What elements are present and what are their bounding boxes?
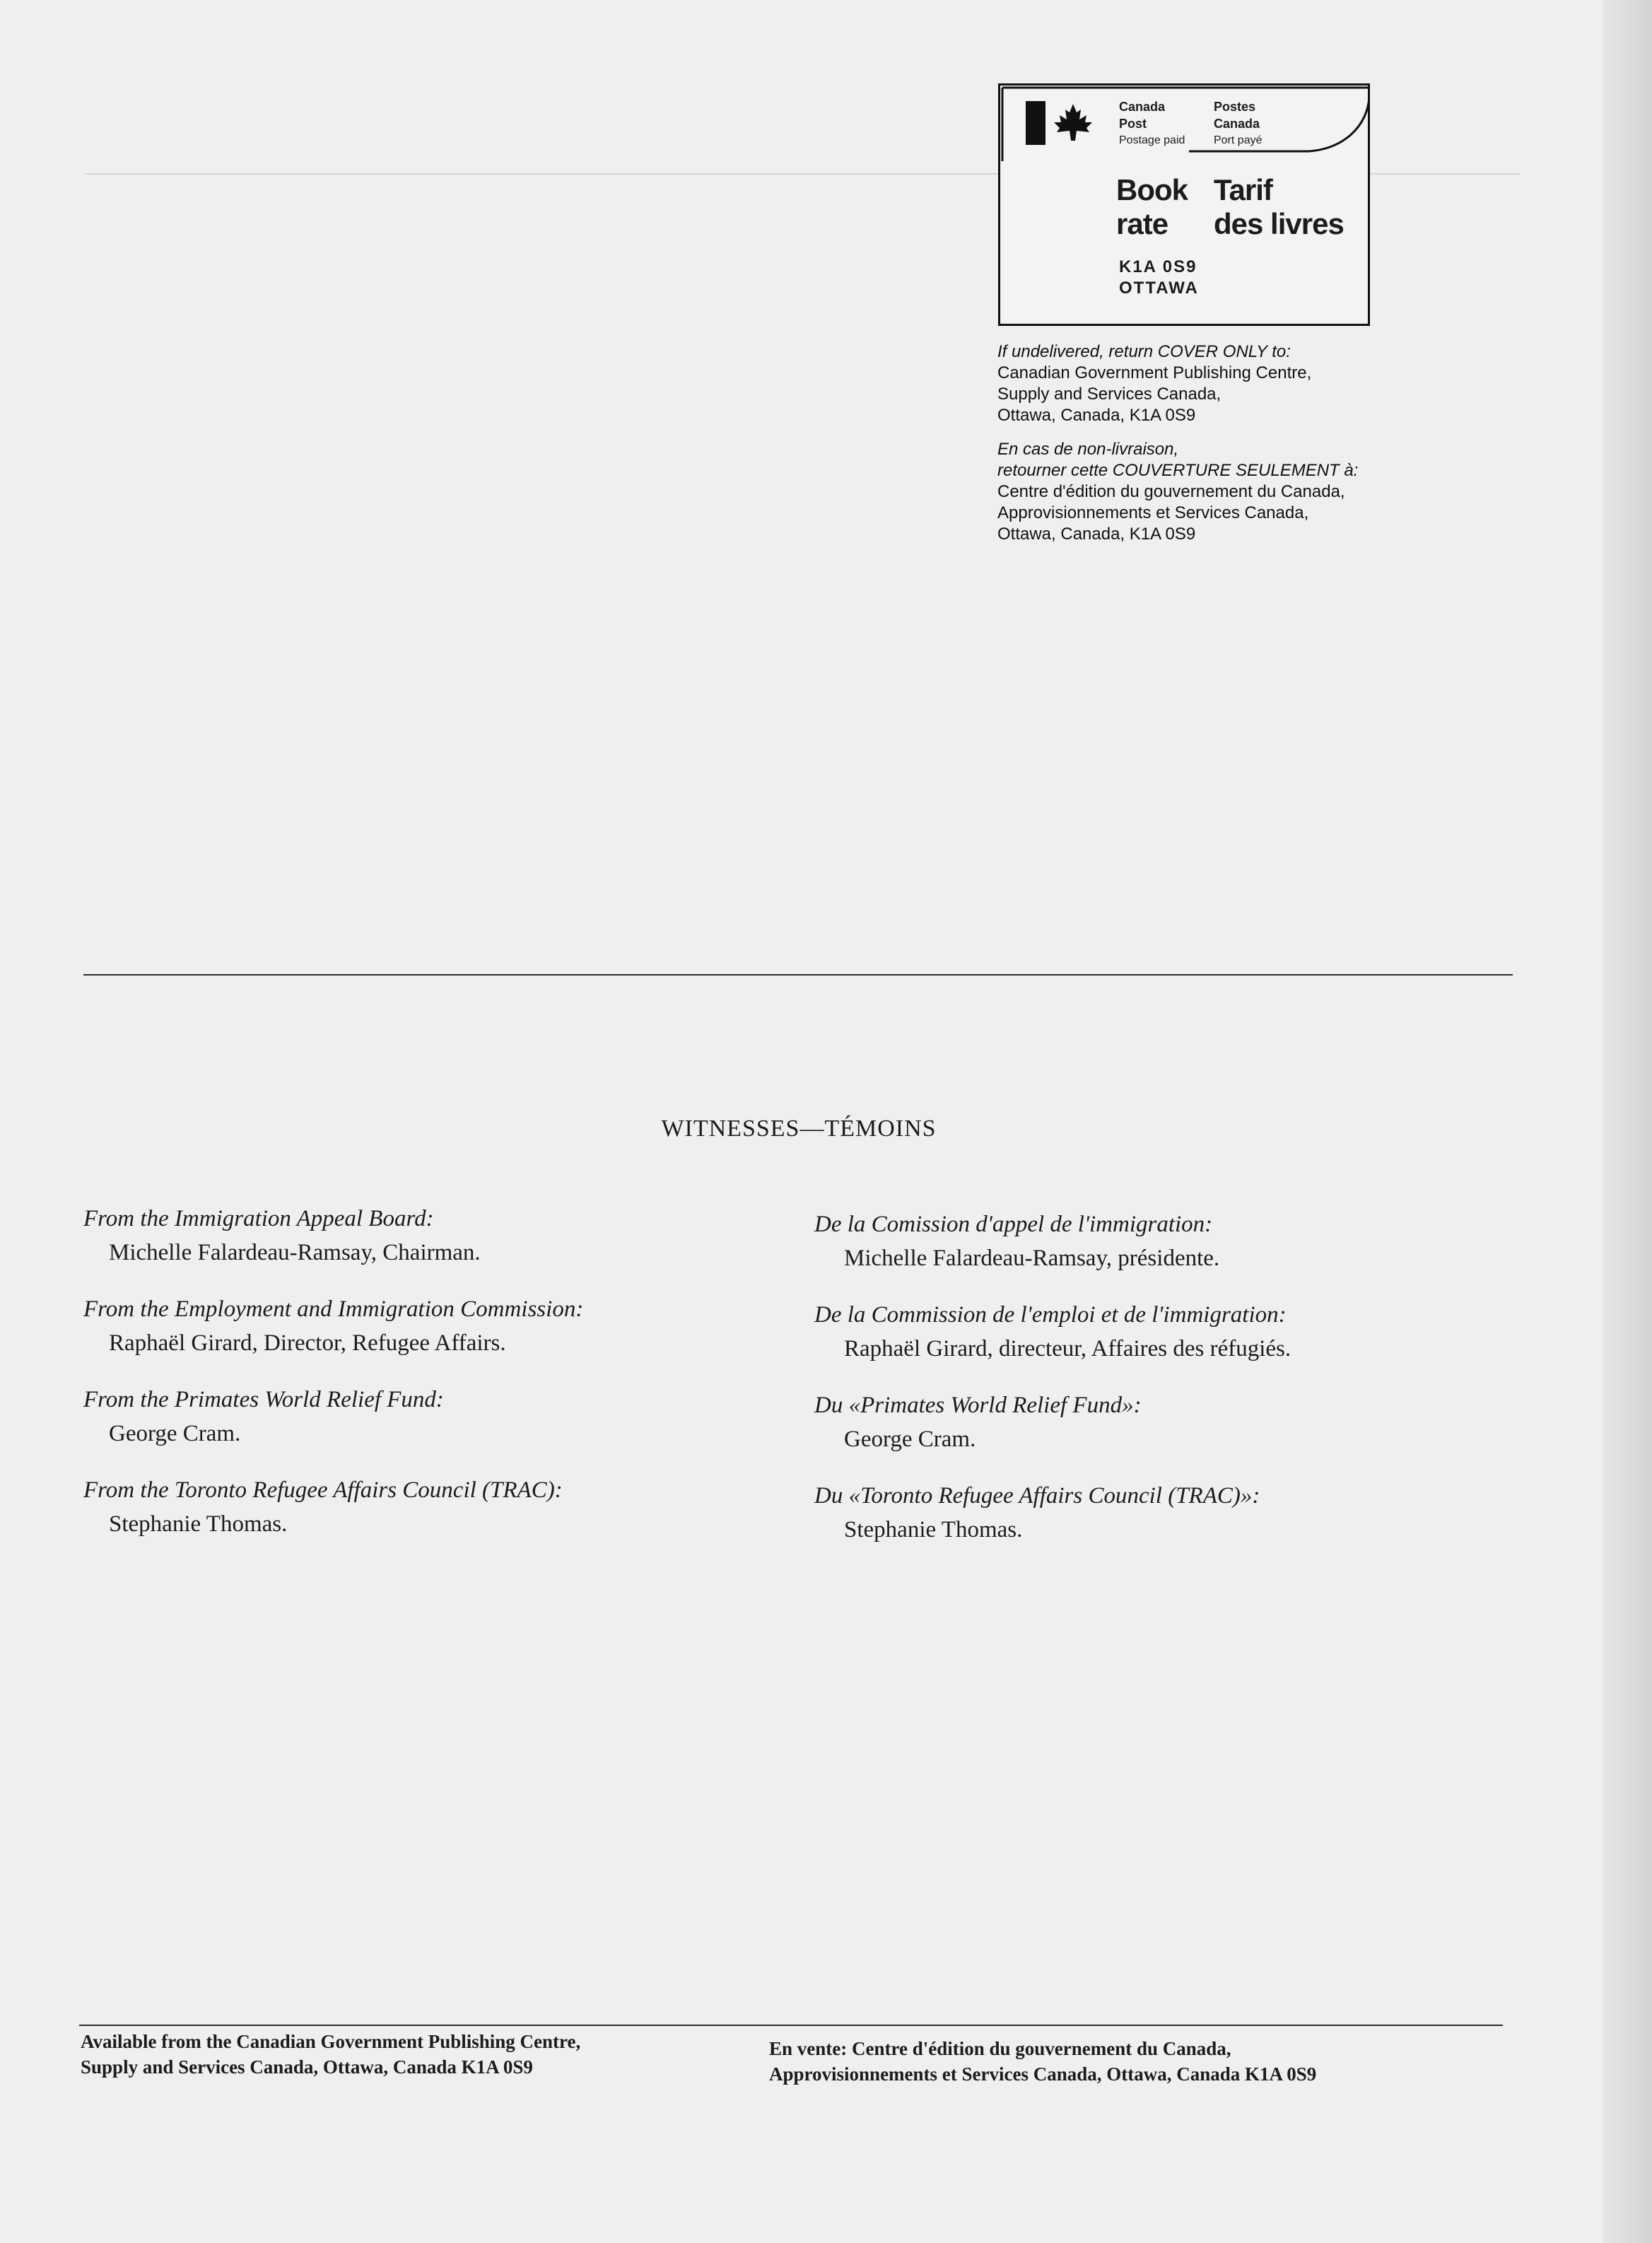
postes-canada-label bbox=[1214, 98, 1262, 149]
tarif-label bbox=[1214, 173, 1344, 241]
return-en-line: Supply and Services Canada, bbox=[997, 385, 1222, 404]
witnesses-english-column bbox=[83, 1203, 776, 1565]
witness-entry bbox=[814, 1209, 1507, 1277]
postage-paid-text: Postage paid bbox=[1119, 134, 1185, 146]
stamp-bar bbox=[1026, 101, 1045, 145]
footer-line: Supply and Services Canada, Ottawa, Canada K1A 0S9 bbox=[81, 2056, 533, 2078]
witness-entry bbox=[83, 1384, 776, 1452]
city-text: OTTAWA bbox=[1119, 279, 1199, 298]
return-fr-line: Approvisionnements et Services Canada, bbox=[997, 503, 1309, 522]
witness-organization: From the Immigration Appeal Board: bbox=[83, 1206, 434, 1231]
witness-entry bbox=[83, 1294, 776, 1361]
witness-entry bbox=[83, 1475, 776, 1542]
witness-organization: De la Comission d'appel de l'immigration: bbox=[814, 1212, 1213, 1237]
port-paye-text: Port payé bbox=[1214, 134, 1263, 146]
witness-organization: From the Primates World Relief Fund: bbox=[83, 1387, 444, 1412]
witness-person: Stephanie Thomas. bbox=[844, 1517, 1023, 1542]
canada-fr-text: Canada bbox=[1214, 117, 1260, 131]
footer-line: Approvisionnements et Services Canada, Ottawa, Canada K1A 0S9 bbox=[769, 2063, 1317, 2085]
witness-organization: From the Toronto Refugee Affairs Council (TRAC): bbox=[83, 1477, 563, 1503]
witnesses-french-column bbox=[814, 1209, 1507, 1571]
tarif-text: Tarif bbox=[1214, 173, 1272, 206]
witness-entry bbox=[814, 1390, 1507, 1458]
witness-entry bbox=[814, 1299, 1507, 1367]
return-fr-line: En cas de non-livraison, bbox=[997, 440, 1179, 459]
return-en-line: Canadian Government Publishing Centre, bbox=[997, 363, 1312, 382]
witness-entry bbox=[814, 1480, 1507, 1548]
section-divider bbox=[83, 974, 1513, 976]
book-text: Book bbox=[1116, 173, 1188, 206]
postcode-text: K1A 0S9 bbox=[1119, 257, 1197, 276]
witness-organization: Du «Primates World Relief Fund»: bbox=[814, 1393, 1142, 1418]
footer-availability-en bbox=[81, 2029, 717, 2080]
post-en-text: Post bbox=[1119, 117, 1147, 131]
page-edge-shadow bbox=[1603, 0, 1652, 2243]
return-notice bbox=[997, 341, 1436, 545]
witness-person: Raphaël Girard, directeur, Affaires des réfugiés. bbox=[844, 1336, 1291, 1361]
witness-person: Michelle Falardeau-Ramsay, présidente. bbox=[844, 1246, 1220, 1271]
witness-organization: Du «Toronto Refugee Affairs Council (TRAC)»: bbox=[814, 1483, 1260, 1509]
rate-text: rate bbox=[1116, 207, 1168, 240]
postage-indicia bbox=[998, 83, 1370, 326]
witness-person: Michelle Falardeau-Ramsay, Chairman. bbox=[109, 1240, 481, 1265]
return-en-line: If undelivered, return COVER ONLY to: bbox=[997, 342, 1291, 361]
witness-person: Raphaël Girard, Director, Refugee Affairs. bbox=[109, 1330, 506, 1356]
witness-person: George Cram. bbox=[844, 1427, 976, 1452]
return-en-line: Ottawa, Canada, K1A 0S9 bbox=[997, 406, 1196, 425]
postes-fr-text: Postes bbox=[1214, 100, 1256, 114]
canada-post-label bbox=[1119, 98, 1185, 149]
return-fr-line: Centre d'édition du gouvernement du Canada, bbox=[997, 482, 1345, 501]
footer-line: Available from the Canadian Government Publishing Centre, bbox=[81, 2031, 581, 2052]
footer-divider bbox=[79, 2025, 1503, 2026]
witness-person: George Cram. bbox=[109, 1421, 241, 1446]
witness-organization: De la Commission de l'emploi et de l'immigration: bbox=[814, 1302, 1287, 1328]
witness-organization: From the Employment and Immigration Commission: bbox=[83, 1296, 584, 1322]
des-livres-text: des livres bbox=[1214, 207, 1344, 240]
witness-entry bbox=[83, 1203, 776, 1271]
footer-line: En vente: Centre d'édition du gouvernement du Canada, bbox=[769, 2038, 1231, 2059]
maple-leaf-icon bbox=[1051, 101, 1095, 145]
return-fr-line: retourner cette COUVERTURE SEULEMENT à: bbox=[997, 461, 1359, 480]
witnesses-heading: WITNESSES—TÉMOINS bbox=[661, 1115, 937, 1142]
indicia-address bbox=[1119, 257, 1199, 299]
witness-person: Stephanie Thomas. bbox=[109, 1511, 288, 1537]
book-rate-label bbox=[1116, 173, 1188, 241]
return-fr-line: Ottawa, Canada, K1A 0S9 bbox=[997, 525, 1196, 544]
canada-en-text: Canada bbox=[1119, 100, 1166, 114]
footer-availability-fr bbox=[769, 2036, 1476, 2087]
